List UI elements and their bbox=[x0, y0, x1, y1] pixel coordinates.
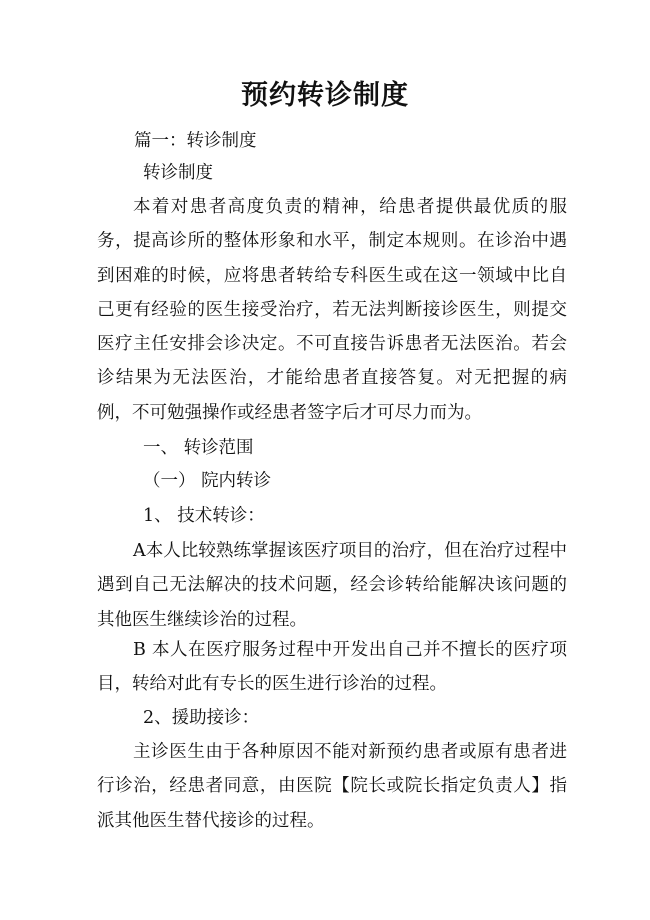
part-heading: 篇一：转诊制度 bbox=[134, 131, 257, 151]
item-heading-assist: 2、援助接诊： bbox=[143, 708, 260, 728]
sub-heading: 转诊制度 bbox=[143, 163, 213, 183]
item-heading-technical: 1、 技术转诊： bbox=[143, 506, 265, 526]
intro-paragraph: 本着对患者高度负责的精神，给患者提供最优质的服务，提高诊所的整体形象和水平，制定本规则。在诊治中遇到困难的时候，应将患者转给专科医生或在这一领域中比自己更有经验的医生接受治疗，若无法判断接诊医生，则提交医疗主任安排会诊决定。不可直接告诉患者无法医治。若会诊结果为无法医治，才能给患者直接答复。对无把握的病例，不可勉强操作或经患者签字后才可尽力而为。 bbox=[97, 197, 567, 423]
section-heading-scope: 一、 转诊范围 bbox=[143, 438, 254, 458]
subsection-heading-internal: （一） 院内转诊 bbox=[143, 471, 272, 491]
paragraph-technical-b: B 本人在医疗服务过程中开发出自己并不擅长的医疗项目，转给对此有专长的医生进行诊治的过程。 bbox=[97, 640, 567, 695]
paragraph-technical-a: A本人比较熟练掌握该医疗项目的治疗，但在治疗过程中遇到自己无法解决的技术问题，经会诊转给能解决该问题的其他医生继续诊治的过程。 bbox=[97, 541, 567, 630]
document-title: 预约转诊制度 bbox=[241, 80, 409, 111]
paragraph-assist: 主诊医生由于各种原因不能对新预约患者或原有患者进行诊治，经患者同意，由医院【院长或院长指定负责人】指派其他医生替代接诊的过程。 bbox=[97, 742, 567, 831]
